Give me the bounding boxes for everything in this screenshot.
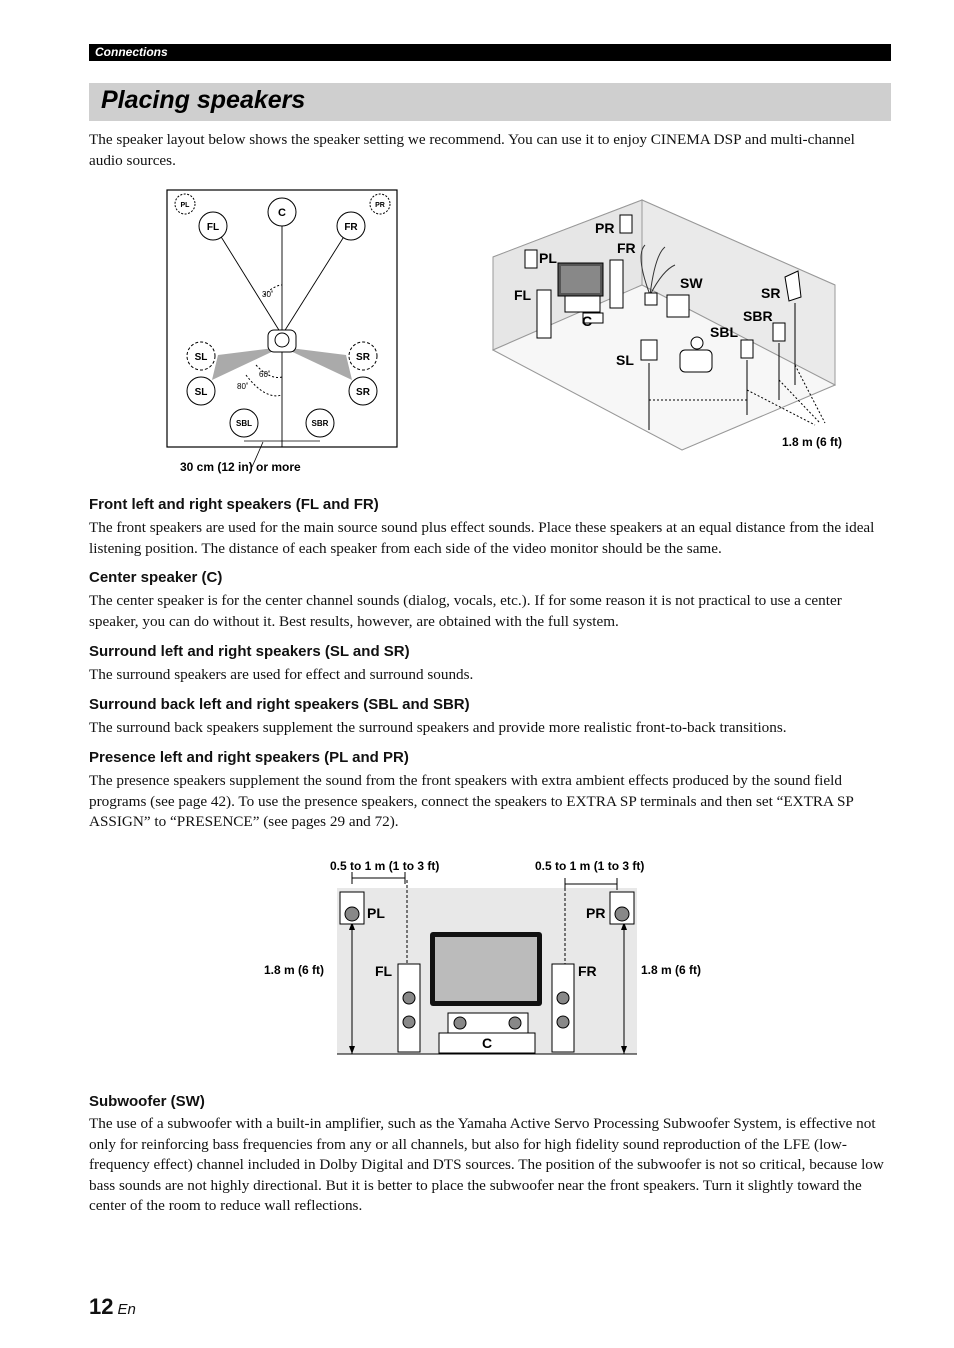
page-footer (89, 1294, 136, 1320)
front-view-diagram (255, 852, 725, 1062)
section-heading-front: Front left and right speakers (FL and FR) (89, 496, 379, 513)
title-bar (89, 83, 891, 121)
distance-caption: 30 cm (12 in) or more (180, 460, 301, 474)
label-fr: FR (344, 222, 358, 233)
label-sl-2: SL (194, 387, 208, 398)
section-body-surround: The surround speakers are used for effect and surround sounds. (89, 666, 474, 683)
section-body-front: The front speakers are used for the main source sound plus effect sounds. Place these speakers at an equal distance from the ideal listening position. The distance of each speaker from each side of the video monitor should be the same. (89, 519, 875, 557)
label-sbr: SBR (311, 419, 329, 428)
front-label-pr: PR (586, 905, 606, 921)
label-sl-1: SL (194, 352, 208, 363)
front-label-fr: FR (578, 963, 597, 979)
angle-60: 60˚ (259, 370, 271, 379)
label-pr: PR (375, 202, 385, 209)
label-sr-1: SR (356, 352, 370, 363)
front-right-offset: 0.5 to 1 m (1 to 3 ft) (535, 859, 645, 873)
speaker-layout-diagram (160, 185, 410, 480)
front-left-offset: 0.5 to 1 m (1 to 3 ft) (330, 859, 440, 873)
room-label-sw: SW (680, 275, 703, 291)
page-title: Placing speakers (101, 86, 306, 114)
section-label: Connections (95, 45, 168, 59)
section-heading-surround-back: Surround back left and right speakers (SBL and SBR) (89, 696, 470, 713)
front-label-pl: PL (367, 905, 385, 921)
label-sr-2: SR (356, 387, 370, 398)
front-right-height: 1.8 m (6 ft) (641, 963, 702, 977)
section-header-bar (89, 44, 891, 61)
page-number: 12 (89, 1294, 114, 1319)
section-heading-subwoofer: Subwoofer (SW) (89, 1093, 205, 1110)
label-pl: PL (180, 202, 190, 209)
label-sbl: SBL (236, 419, 252, 428)
room-diagram (485, 195, 855, 455)
front-label-fl: FL (375, 963, 393, 979)
room-label-c: C (582, 313, 593, 329)
section-body-subwoofer: The use of a subwoofer with a built-in amplifier, such as the Yamaha Active Servo Processing Subwoofer System, is effective not only for reinforcing bass frequencies from any or all channels, but also for high fidelity sound reproduction of the LFE (low-frequency effect) channel included in Dolby Digital and DTS sources. The position of the subwoofer is not so critical, because low bass sounds are not highly directional. But it is better to place the subwoofer near the front speakers. Turn it slightly toward the center of the room to reduce wall reflections. (89, 1115, 884, 1214)
room-label-sbr: SBR (743, 308, 773, 324)
label-fl: FL (206, 222, 220, 233)
angle-80: 80˚ (237, 382, 249, 391)
room-label-sr: SR (761, 285, 781, 301)
room-label-pr: PR (595, 220, 615, 236)
section-heading-surround: Surround left and right speakers (SL and SR) (89, 643, 410, 660)
section-heading-presence: Presence left and right speakers (PL and PR) (89, 749, 409, 766)
room-height-caption: 1.8 m (6 ft) (782, 435, 843, 449)
angle-30: 30˚ (262, 290, 274, 299)
room-label-fl: FL (514, 287, 532, 303)
front-left-height: 1.8 m (6 ft) (264, 963, 325, 977)
page-lang: En (117, 1301, 136, 1318)
room-label-sbl: SBL (710, 324, 738, 340)
section-body-center: The center speaker is for the center channel sounds (dialog, vocals, etc.). If for some reason it is not practical to use a center speaker, you can do without it. Best results, however, are obtained with the full system. (89, 592, 842, 630)
room-label-pl: PL (539, 250, 557, 266)
label-c: C (278, 207, 286, 219)
section-body-surround-back: The surround back speakers supplement the surround speakers and provide more realistic front-to-back transitions. (89, 719, 787, 736)
room-label-sl: SL (616, 352, 634, 368)
front-label-c: C (482, 1035, 493, 1051)
intro-text: The speaker layout below shows the speaker setting we recommend. You can use it to enjoy CINEMA DSP and multi-channel audio sources. (89, 131, 855, 169)
section-heading-center: Center speaker (C) (89, 569, 223, 586)
section-body-presence: The presence speakers supplement the sound from the front speakers with extra ambient effects produced by the sound field programs (see page 42). To use the presence speakers, connect the speakers to EXTRA SP terminals and then set “EXTRA SP ASSIGN” to “PRESENCE” (see pages 29 and 72). (89, 772, 854, 830)
room-label-fr: FR (617, 240, 636, 256)
